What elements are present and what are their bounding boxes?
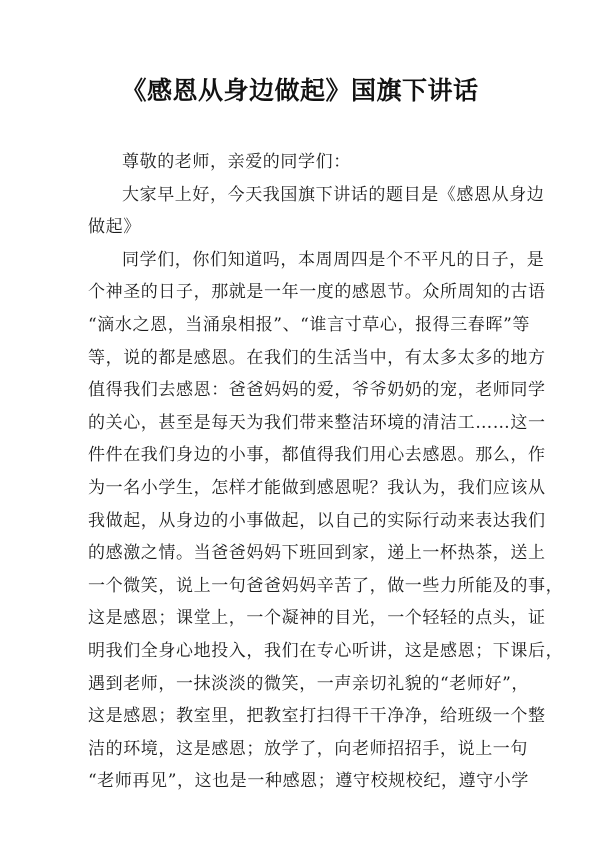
paragraph-line: 洁的环境，这是感恩；放学了，向老师招招手，说上一句	[88, 738, 528, 759]
paragraph-line: 这是感恩；教室里，把教室打扫得干干净净，给班级一个整	[88, 706, 546, 727]
paragraph-line: 的感激之情。当爸爸妈妈下班回到家，递上一杯热茶，送上	[88, 543, 546, 564]
paragraph-line: 遇到老师，一抹淡淡的微笑，一声亲切礼貌的“老师好”，	[88, 673, 529, 694]
intro-line: 大家早上好，今天我国旗下讲话的题目是《感恩从身边	[122, 184, 545, 205]
paragraph-line: 的关心，甚至是每天为我们带来整洁环境的清洁工……这一	[88, 412, 546, 433]
paragraph-line: 同学们，你们知道吗，本周周四是个不平凡的日子，是	[122, 249, 545, 270]
paragraph-line: 这是感恩；课堂上，一个凝神的目光，一个轻轻的点头，证	[88, 608, 546, 629]
document-body	[88, 146, 564, 798]
paragraph-line: 值得我们去感恩：爸爸妈妈的爱，爷爷奶奶的宠，老师同学	[88, 380, 546, 401]
greeting-line: 尊敬的老师，亲爱的同学们：	[122, 152, 351, 172]
paragraph-line: 个神圣的日子，那就是一年一度的感恩节。众所周知的古语	[88, 282, 546, 303]
intro-line: 做起》	[88, 217, 141, 238]
paragraph-line: “老师再见”，这也是一种感恩；遵守校规校纪，遵守小学	[88, 771, 529, 792]
paragraph-line: 一个微笑，说上一句爸爸妈妈辛苦了，做一些力所能及的事，	[88, 575, 564, 596]
paragraph-line: 我做起，从身边的小事做起，以自己的实际行动来表达我们	[88, 510, 546, 531]
paragraph-line: 等，说的都是感恩。在我们的生活当中，有太多太多的地方	[88, 347, 546, 368]
paragraph-line: “滴水之恩，当涌泉相报”、“谁言寸草心，报得三春晖”等	[88, 314, 530, 335]
document-title: 《感恩从身边做起》国旗下讲话	[121, 76, 479, 105]
paragraph-line: 明我们全身心地投入，我们在专心听讲，这是感恩；下课后，	[88, 640, 564, 661]
paragraph-line: 为一名小学生，怎样才能做到感恩呢？我认为，我们应该从	[88, 477, 546, 498]
paragraph-line: 件件在我们身边的小事，都值得我们用心去感恩。那么，作	[88, 445, 546, 466]
